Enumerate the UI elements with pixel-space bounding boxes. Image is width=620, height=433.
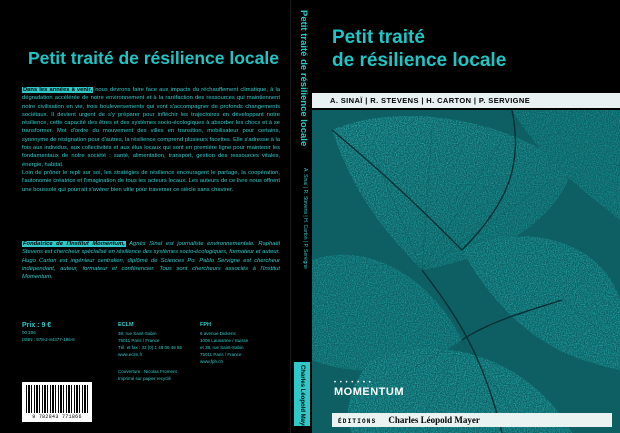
product-code: 00 206	[22, 330, 36, 335]
spine-authors: A. Sinaï | R. Stevens | H. Carton | P. Servigne	[302, 168, 308, 269]
momentum-dots: • • • • • • •	[334, 380, 372, 386]
eclm-website: www.eclm.fr	[118, 352, 143, 357]
spine	[290, 0, 313, 433]
credits	[118, 368, 177, 382]
fph-line: 6 avenue Dickens	[200, 331, 236, 336]
authors-bio-highlight: Fondatrice de l'Institut Momentum,	[23, 241, 125, 247]
fph-line: 75011 Paris / France	[200, 352, 242, 357]
front-cover	[312, 0, 620, 433]
spine-publisher	[294, 362, 310, 432]
fph-line: 1006 Lausanne / Suisse	[200, 338, 249, 343]
cover-credit: Couverture : Nicolas Froment	[118, 369, 177, 374]
momentum-wordmark: MOMENTUM	[334, 386, 404, 398]
eclm-heading: ECLM	[118, 322, 134, 328]
back-cover	[0, 0, 290, 433]
back-blurb	[22, 86, 280, 194]
barcode	[22, 382, 92, 422]
authors-bio	[22, 240, 280, 281]
barcode-number: 9 782843 771866	[32, 414, 82, 420]
publisher-band	[332, 413, 612, 427]
eclm-line: 38, rue Saint-Sabin	[118, 331, 157, 336]
eclm-line: 75011 Paris / France	[118, 338, 160, 343]
front-title-line-1: Petit traité	[332, 27, 425, 48]
front-authors: A. SINAÏ | R. STEVENS | H. CARTON | P. SERVIGNE	[312, 93, 620, 108]
blurb-paragraph-1	[22, 86, 280, 169]
publisher-prefix: ÉDITIONS	[338, 418, 377, 425]
eclm-line: Tél. et fax : 33 (0) 1 48 06 48 86	[118, 345, 183, 350]
blurb-paragraph-2: Loin de prôner le repli sur soi, les stratégies de résilience encouragent le partage, la coopération, l'autonomie créatrice et l'imagination de tous les acteurs locaux. Les auteurs de ce livre nous offrent une boussole qui pourrait s'avérer bien utile pour traverser ce siècle sans chavirer.	[22, 169, 280, 193]
fph-heading: FPH	[200, 322, 211, 328]
isbn: ISBN : 978-2-84377-186-6	[22, 337, 75, 342]
price: Prix : 9 €	[22, 322, 52, 329]
blurb-text: nous devrons faire face aux impacts du réchauffement climatique, à la dégradation accélérée de notre environnement et à la raréfaction des ressources qui maintiennent notre civilisation en vie, trois bouleversements qui vont s'accompagner de profonds changements sociétaux. Il devient urgent de s'y préparer pour infléchir les trajectoires en développant notre résilience, cette capacité des êtres et des systèmes socio-écologiques à absorber les chocs et à se transformer. Mot d'ordre du mouvement des villes en transition, mobilisateur pour certains, synonyme de résignation pour d'autres, la résilience comprend plusieurs facettes. Elle s'adresse à la fois aux individus, aux collectivités et aux élus locaux qui sont en première ligne pour maintenir les fondamentaux de notre société : santé, alimentation, transport, gestion des ressources vitales, énergie, habitat.	[22, 87, 280, 168]
front-title-line-2: de résilience locale	[332, 50, 507, 71]
fph-website: www.fph.ch	[200, 359, 224, 364]
spine-title: Petit traité de résilience locale	[298, 10, 309, 147]
barcode-bars	[26, 385, 88, 413]
fph-line: et 38, rue Saint-Sabin	[200, 345, 244, 350]
blurb-highlight: Dans les années à venir,	[23, 87, 93, 93]
eclm-address	[118, 322, 182, 358]
publisher-name: Charles Léopold Mayer	[388, 415, 480, 425]
front-title	[332, 26, 506, 72]
back-title: Petit traité de résilience locale	[28, 48, 279, 68]
price-block	[22, 322, 75, 343]
paper-note: Imprimé sur papier recyclé	[118, 376, 172, 381]
momentum-logo	[334, 380, 404, 398]
spine-publisher-label: Charles Léopold Mayer	[299, 365, 305, 432]
fph-address	[200, 322, 248, 365]
authors-bio-text: Agnès Sinaï est journaliste environnementale. Raphaël Stevens est chercheur spécialisé en résilience des systèmes socio-écologiques, formateur et auteur. Hugo Carton est ingénieur centralien, diplômé de Sciences Po. Pablo Servigne est chercheur indépendant, auteur, formateur et conférencier. Tous sont chercheurs associés à l'Institut Momentum.	[22, 241, 280, 281]
